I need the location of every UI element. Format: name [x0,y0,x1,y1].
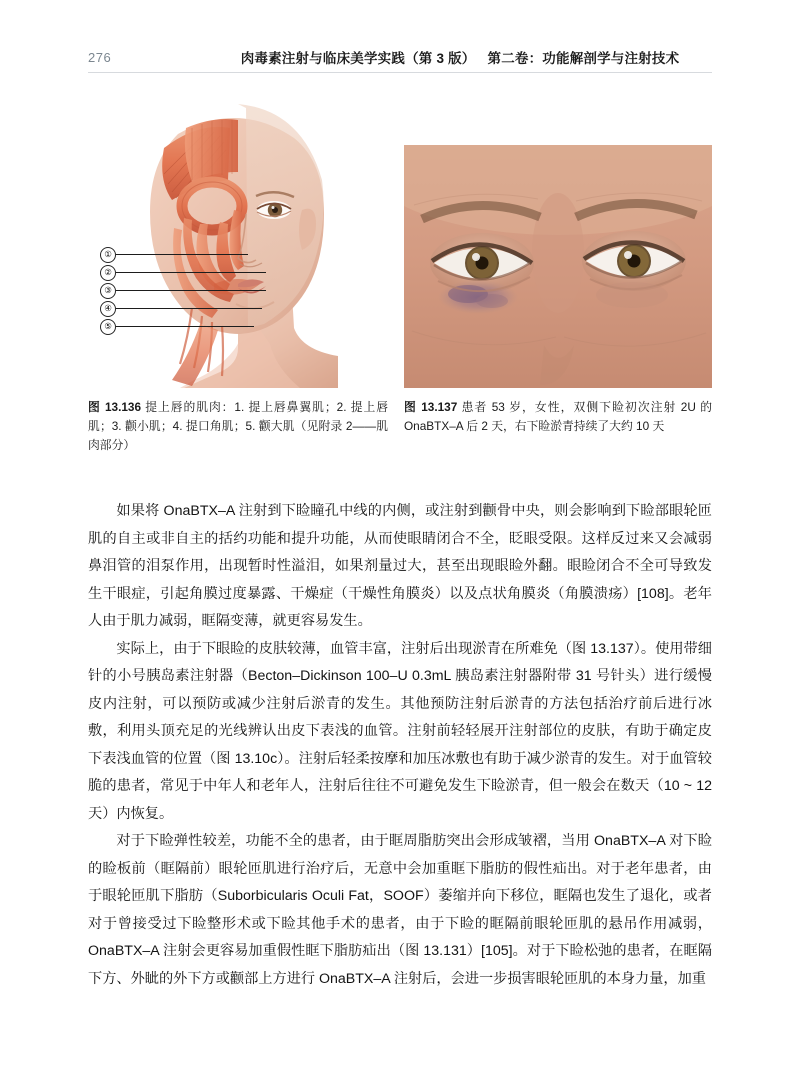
paragraph-3: 对于下睑弹性较差，功能不全的患者，由于眶周脂肪突出会形成皱褶，当用 OnaBTX–A 对下睑的睑板前（眶隔前）眼轮匝肌进行治疗后，无意中会加重眶下脂肪的假性疝出。对于老年患者，由于眼轮匝肌下脂肪（Suborbicularis Oculi Fat，SOOF）萎缩并向下移位，眶隔也发生了退化，或者对于曾接受过下睑整形术或下睑其他手术的患者，由于下睑的眶隔前眼轮匝肌的悬吊作用减弱，OnaBTX–A 注射会更容易加重假性眶下脂肪疝出（图 13.131）[105]。对于下睑松弛的患者，在眶隔下方、外眦的外下方或颧部上方进行 OnaBTX–A 注射后，会进一步损害眼轮匝肌的本身力量，加重 [88,833,712,987]
page-number: 276 [88,49,112,65]
figure-13-137-caption [404,398,712,436]
leader-number-3: ③ [100,283,116,299]
volume-title: 第二卷：功能解剖学与注射技术 [487,51,680,66]
figure-block [88,88,712,388]
header-title [208,47,712,67]
periorbital-bruising-photo [404,145,712,388]
figure-13-136-caption-text: 提上唇的肌肉：1. 提上唇鼻翼肌；2. 提上唇肌；3. 颧小肌；4. 提口角肌；5. 颧大肌（见附录 2——肌肉部分） [88,400,388,452]
leader-item [100,282,260,300]
leader-number-2: ② [100,265,116,281]
paragraph-2: 实际上，由于下眼睑的皮肤较薄，血管丰富，注射后出现淤青在所难免（图 13.137）。使用带细针的小号胰岛素注射器（Becton–Dickinson 100–U 0.3mL 胰岛素注射器附带 31 号针头）进行缓慢皮内注射，可以预防或减少注射后淤青的发生。其他预防注射后淤青的方法包括治疗前后进行冰敷，利用头顶充足的光线辨认出皮下表浅的血管。注射前轻轻展开注射部位的皮肤，有助于确定皮下表浅血管的位置（图 13.10c）。注射后轻柔按摩和加压冰敷也有助于减少淤青的发生。对于血管较脆的患者，常见于中年人和老年人，注射后往往不可避免发生下睑淤青，但一般会在数天（10 ~ 12 天）内恢复。 [88,640,712,822]
leader-number-5: ⑤ [100,319,116,335]
leader-line-4 [116,308,262,309]
figure-13-136-image [88,88,388,388]
figure-13-137-caption-text: 患者 53 岁，女性，双侧下睑初次注射 2U 的 OnaBTX–A 后 2 天，右下睑淤青持续了大约 10 天 [404,400,712,433]
leader-line-2 [116,272,266,273]
header-divider [88,72,712,73]
figure-13-136-label: 图 13.136 [88,400,142,414]
figure-13-136-caption [88,398,388,455]
leader-line-5 [116,326,254,327]
page-header [88,44,712,70]
leader-number-1: ① [100,247,116,263]
leader-line-1 [116,254,248,255]
leader-line-3 [116,290,266,291]
leader-item [100,246,260,264]
figure-13-137-label: 图 13.137 [404,400,458,414]
figure-13-136-leader-lines [100,246,260,336]
leader-item [100,300,260,318]
facial-muscle-anatomy-illustration [88,88,388,388]
figure-13-137-image [404,145,712,388]
book-title: 肉毒素注射与临床美学实践（第 3 版） [240,51,476,66]
paragraph-1: 如果将 OnaBTX–A 注射到下睑瞳孔中线的内侧，或注射到颧骨中央，则会影响到下睑部眼轮匝肌的自主或非自主的括约功能和提升功能，从而使眼睛闭合不全，眨眼受限。这样反过来又会减弱鼻泪管的泪泵作用，出现暂时性溢泪，如果剂量过大，甚至出现眼睑外翻。眼睑闭合不全可导致发生干眼症，引起角膜过度暴露、干燥症（干燥性角膜炎）以及点状角膜炎（角膜溃疡）[108]。老年人由于肌力减弱，眶隔变薄，就更容易发生。 [88,503,712,629]
body-text [88,498,712,993]
leader-item [100,318,260,336]
leader-item [100,264,260,282]
leader-number-4: ④ [100,301,116,317]
